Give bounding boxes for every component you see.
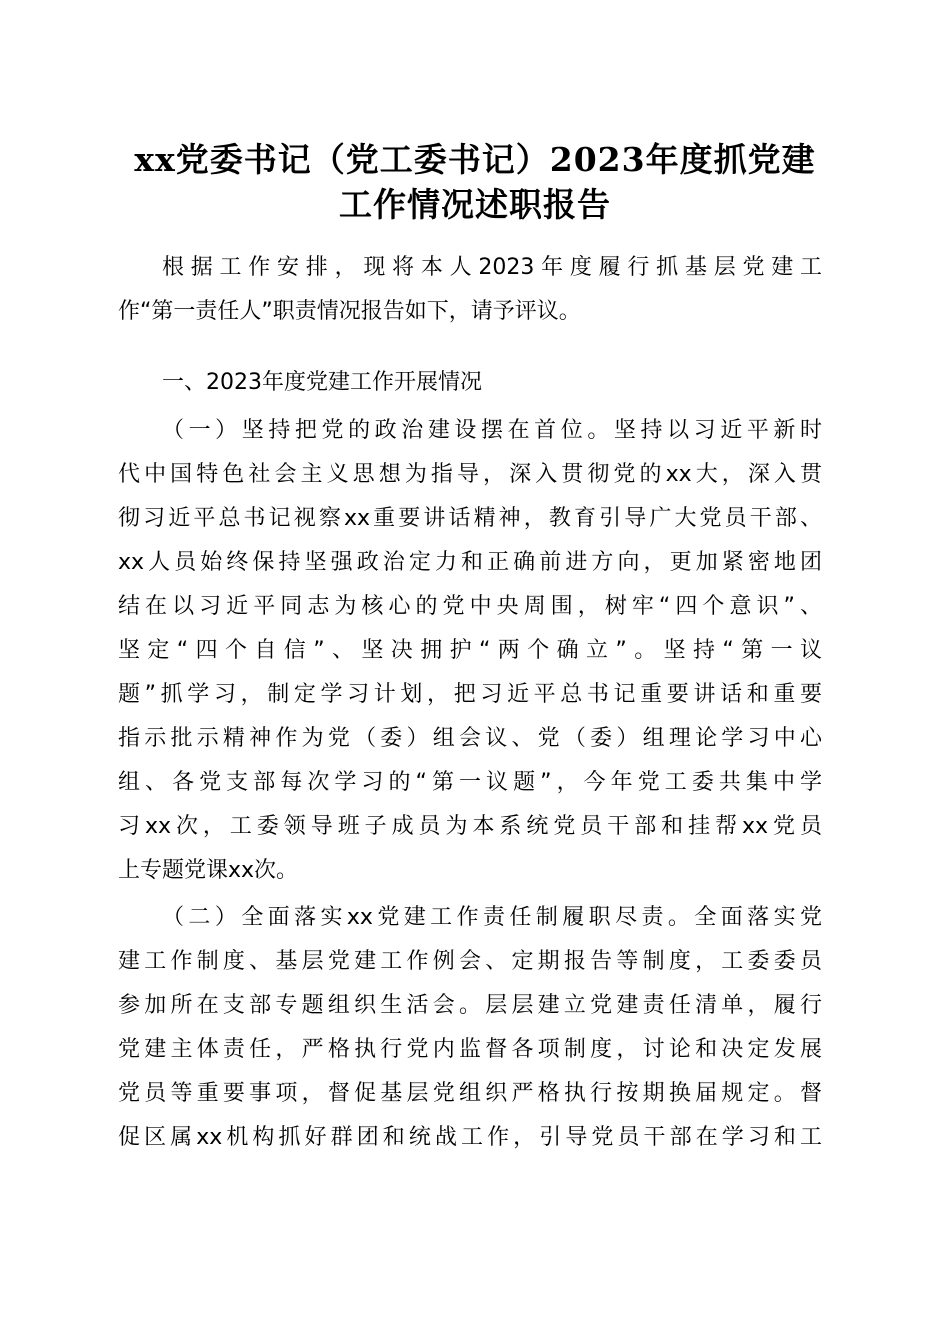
section-heading: 一、2023年度党建工作开展情况 bbox=[162, 370, 482, 395]
document-title-line-2: 工作情况述职报告 bbox=[339, 185, 611, 224]
text-line: 题”抓学习，制定学习计划，把习近平总书记重要讲话和重要 bbox=[118, 682, 822, 707]
text-line: 组、各党支部每次学习的“第一议题”，今年党工委共集中学 bbox=[118, 770, 822, 795]
text-line: 根据工作安排，现将本人2023年度履行抓基层党建工 bbox=[162, 255, 822, 280]
text-line: 代中国特色社会主义思想为指导，深入贯彻党的xx大，深入贯 bbox=[118, 462, 822, 487]
text-line: 作“第一责任人”职责情况报告如下，请予评议。 bbox=[118, 299, 581, 324]
text-line: （二）全面落实xx党建工作责任制履职尽责。全面落实党 bbox=[162, 905, 822, 930]
text-line: 上专题党课xx次。 bbox=[118, 858, 299, 883]
document-title-line-1: xx党委书记（党工委书记）2023年度抓党建 bbox=[134, 140, 816, 179]
text-line: 坚定“四个自信”、坚决拥护“两个确立”。坚持“第一议 bbox=[118, 638, 822, 663]
text-line: 党建主体责任，严格执行党内监督各项制度，讨论和决定发展 bbox=[118, 1037, 822, 1062]
text-line: 结在以习近平同志为核心的党中央周围，树牢“四个意识”、 bbox=[118, 594, 822, 619]
text-line: 参加所在支部专题组织生活会。层层建立党建责任清单，履行 bbox=[118, 993, 822, 1018]
text-line: 建工作制度、基层党建工作例会、定期报告等制度，工委委员 bbox=[118, 949, 822, 974]
text-line: 习xx次，工委领导班子成员为本系统党员干部和挂帮xx党员 bbox=[118, 814, 822, 839]
text-line: 彻习近平总书记视察xx重要讲话精神，教育引导广大党员干部、 bbox=[118, 506, 822, 531]
text-line: 党员等重要事项，督促基层党组织严格执行按期换届规定。督 bbox=[118, 1081, 822, 1106]
text-line: （一）坚持把党的政治建设摆在首位。坚持以习近平新时 bbox=[162, 418, 822, 443]
text-line: xx人员始终保持坚强政治定力和正确前进方向，更加紧密地团 bbox=[118, 550, 822, 575]
text-line: 促区属xx机构抓好群团和统战工作，引导党员干部在学习和工 bbox=[118, 1125, 822, 1150]
text-line: 指示批示精神作为党（委）组会议、党（委）组理论学习中心 bbox=[118, 726, 822, 751]
